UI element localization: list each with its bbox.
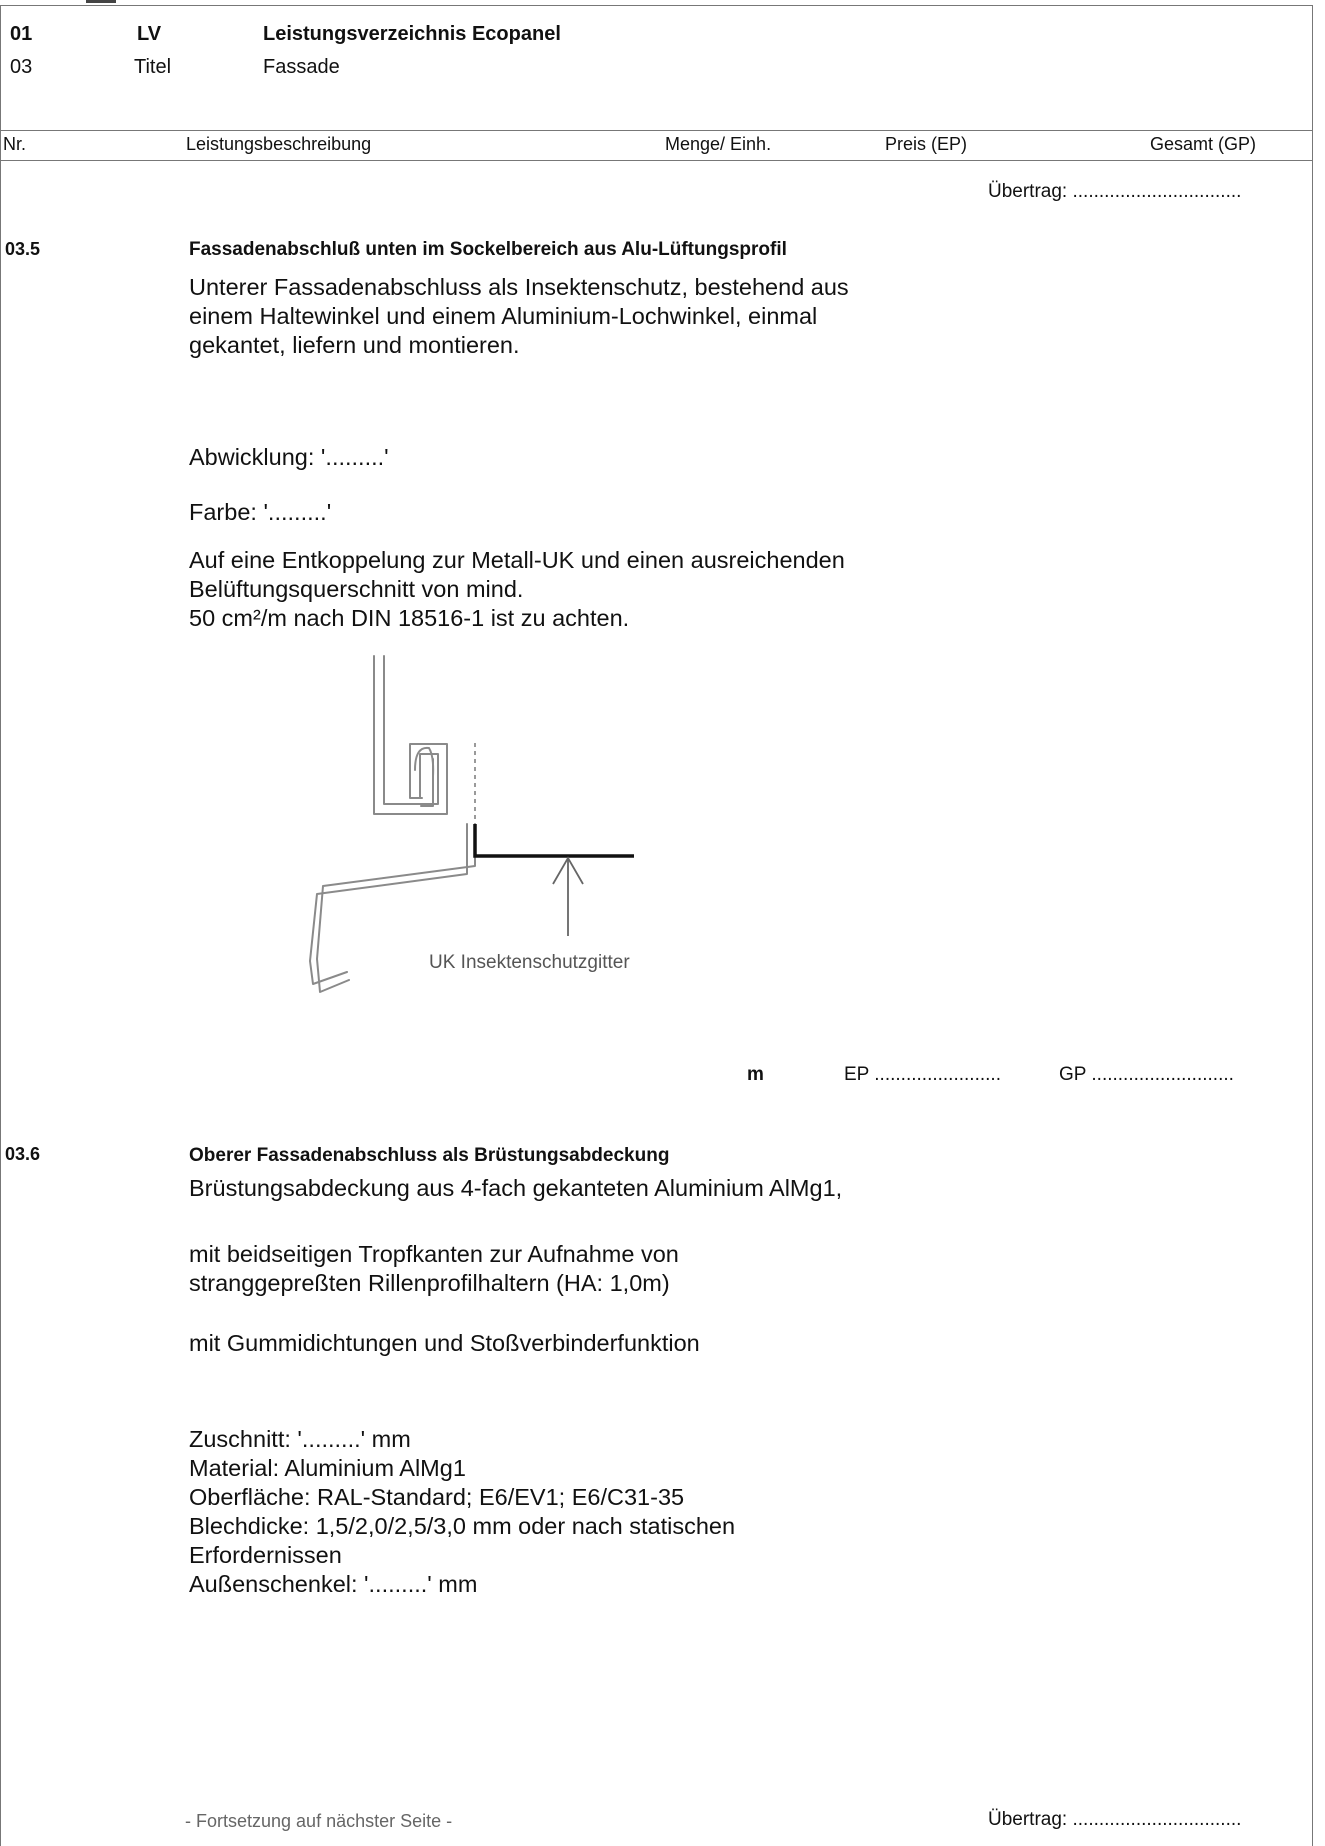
header-row1-abbr: LV [137,23,162,45]
column-description: Leistungsbeschreibung [186,134,372,154]
item-number-03-6: 03.6 [5,1144,41,1164]
column-header-bottom-rule [1,160,1313,161]
unit-price-field-03-5: EP ........................ [844,1064,1001,1085]
section-title: Fassade [263,56,340,78]
unit-03-5: m [747,1064,764,1085]
item-title-03-6: Oberer Fassadenabschluss als Brüstungsabdeckung [189,1145,670,1166]
column-nr: Nr. [3,134,27,154]
profile-outline [310,656,475,992]
continuation-note: - Fortsetzung auf nächster Seite - [185,1811,453,1831]
column-total-price: Gesamt (GP) [1150,134,1257,154]
carry-over-bottom: Übertrag: ................................ [988,1809,1242,1830]
item-title-03-5: Fassadenabschluß unten im Sockelbereich aus Alu-Lüftungsprofil [189,239,787,260]
farbe-field: Farbe: '.........' [189,499,332,525]
header-row1-number: 01 [10,23,33,45]
abwicklung-field: Abwicklung: '.........' [189,444,389,470]
insect-screen-angle [475,824,634,856]
item-line1-03-6: Brüstungsabdeckung aus 4-fach gekanteten Aluminium AlMg1, [189,1175,843,1201]
item-line2-03-6: mit beidseitigen Tropfkanten zur Aufnahme von stranggepreßten Rillenprofilhaltern (HA: 1,0m) [189,1241,679,1296]
item-specs-03-6: Zuschnitt: '.........' mm Material: Aluminium AlMg1 Oberfläche: RAL-Standard; E6/EV1; E6/C31-35 Blechdicke: 1,5/2,0/2,5/3,0 mm oder nach statischen Erfordernissen Außenschenkel: '.........' mm [189,1426,736,1597]
document-frame [0,5,1313,1846]
header-top-mark [86,0,116,3]
carry-over-top: Übertrag: ................................ [988,181,1242,202]
item-description-03-5: Unterer Fassadenabschluss als Insektenschutz, bestehend aus einem Haltewinkel und einem Aluminium-Lochwinkel, einmal gekantet, liefern und montieren. [189,274,849,358]
total-price-field-03-5: GP ........................... [1059,1064,1234,1085]
item-line3-03-6: mit Gummidichtungen und Stoßverbinderfunktion [189,1330,700,1356]
column-header-top-rule [1,130,1313,131]
drawing-label: UK Insektenschutzgitter [429,952,630,973]
header-row2-abbr: Titel [134,56,172,78]
item-note-03-5: Auf eine Entkoppelung zur Metall-UK und einen ausreichenden Belüftungsquerschnitt von mind. 50 cm²/m nach DIN 18516-1 ist zu achten. [189,547,845,631]
item-number-03-5: 03.5 [5,239,41,259]
column-unit-price: Preis (EP) [885,134,968,154]
insect-screen-profile-drawing [291,654,671,1010]
document-title: Leistungsverzeichnis Ecopanel [263,23,561,45]
column-quantity-unit: Menge/ Einh. [665,134,772,154]
header-row2-number: 03 [10,56,33,78]
pointer-arrow [553,858,583,936]
